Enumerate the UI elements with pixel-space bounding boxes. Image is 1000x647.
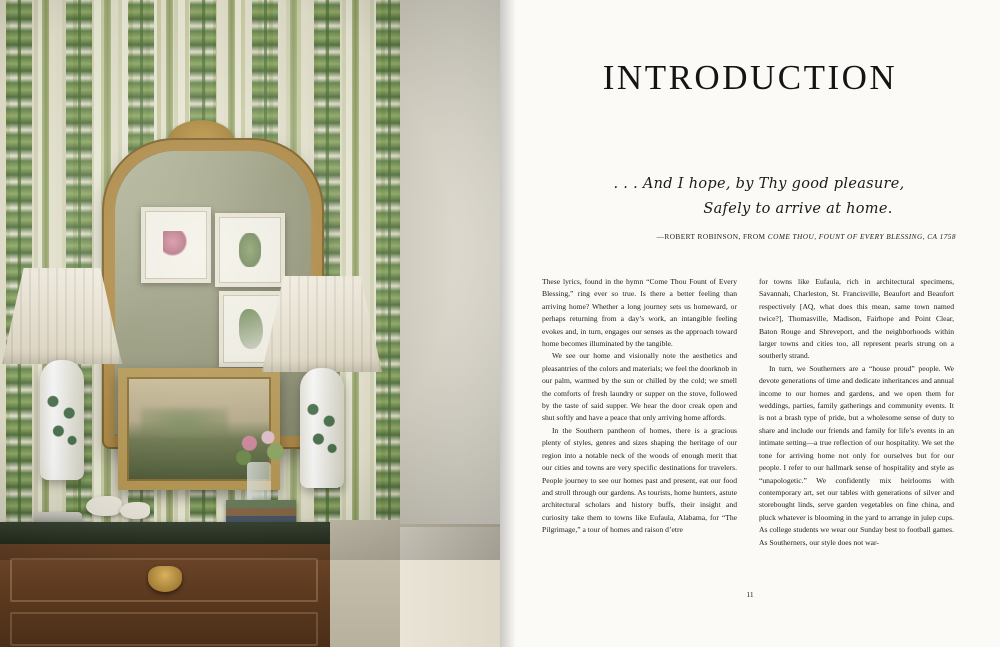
attribution-work: COME THOU, FOUNT OF EVERY BLESSING <box>767 232 923 241</box>
botanical-illustration <box>239 233 261 267</box>
botanical-illustration <box>163 231 187 257</box>
epigraph-attribution <box>544 232 956 241</box>
lamp-base <box>40 360 84 480</box>
porcelain-bird-figurine <box>120 502 150 519</box>
epigraph-line-2: Safely to arrive at home. <box>703 201 893 217</box>
botanical-illustration <box>239 309 263 349</box>
paragraph: In the Southern pantheon of homes, there is a gracious plenty of styles, genres and sizes shaping the heritage of our region into a notable neck of the woods of enough merit that our cities and towns are very specific destinations for travelers. People journey to see our homes past and present, eat our food and stroll through our gardens. As tourists, home hunters, astute architectural scholars and history buffs, their insight and curiosity take them to towns like Eufaula, Alabama, for “The Pilgrimage,” a tour of homes and raison d’etre <box>542 425 737 535</box>
framed-botanical-print <box>141 207 211 283</box>
porcelain-bird-figurine <box>86 496 122 516</box>
paragraph: We see our home and visionally note the aesthetics and pleasantries of the colors and materials; we feel the doorknob in our palm, warmed by the sun or chilled by the cold; we smell the comforts of fresh laundry or supper on the stove, followed by the taste of said supper. We hear the door creak open and shut softly and have a peace that only arriving home affords. <box>542 351 737 423</box>
body-column-right <box>759 276 954 549</box>
framed-botanical-print <box>215 213 285 287</box>
paragraph: for towns like Eufaula, rich in architectural specimens, Savannah, Charleston, St. Francisville, Beaufort and Beaufort respectively [AQ, what does this mean, same town named twice?], Thomasville, Madison, Fairhope and Point Clear, Baton Rouge and Shreveport, and the neighborhoods within larger towns and cities too, all represent pearls strung on a southerly strand. <box>759 277 954 361</box>
page-title: INTRODUCTION <box>602 58 898 97</box>
attribution-suffix: , CA 1758 <box>922 232 956 241</box>
floor-area <box>330 520 400 647</box>
wallpaper-vine-column <box>376 0 402 560</box>
stacked-books <box>226 500 296 524</box>
mahogany-marble-top-chest <box>0 544 330 647</box>
paragraph: These lyrics, found in the hymn “Come Thou Fount of Every Blessing,” ring ever so true. Is there a better feeling than arriving home? Whether a long journey sets us homeward, or perhaps returning from a day’s work, an intangible feeling evokes and, in turn, engages our senses as the approach toward home becomes illuminated by the tangible. <box>542 277 737 349</box>
baseboard <box>400 524 500 647</box>
lamp-base <box>300 368 344 488</box>
attribution-prefix: —ROBERT ROBINSON, FROM <box>656 232 768 241</box>
body-columns <box>542 276 954 549</box>
page-number: 11 <box>746 590 754 599</box>
body-column-left <box>542 276 737 549</box>
marble-chest-top <box>0 522 330 544</box>
text-right-page <box>500 0 1000 647</box>
epigraph-line-1: . . . And I hope, by Thy good pleasure, <box>613 176 905 192</box>
epigraph <box>544 176 956 217</box>
paragraph: In turn, we Southerners are a “house proud” people. We devote generations of time and dedicate inheritances and annual income to our homes and gardens, and we open them for weddings, parties, family gatherings and community events. It is not a brash type of pride, but a wholesome sense of duty to share and include our friends and family for life’s events in an intimate setting—a true reflection of our hospitality. We set the tone for arriving home not only for ourselves but for our people. I refer to our hallmark sense of hospitality and style as “unapologetic.” We confidently mix heirlooms with contemporary art, set our tables with generations of silver and storebought linds, serve garden vegetables on fine china, and pluck whatever is blooming in the yard to arrange in julep cups. As college students we wear our Sunday best to football games. As Southerners, our style does not war- <box>759 363 954 547</box>
drawer-pull-hardware <box>148 566 182 592</box>
